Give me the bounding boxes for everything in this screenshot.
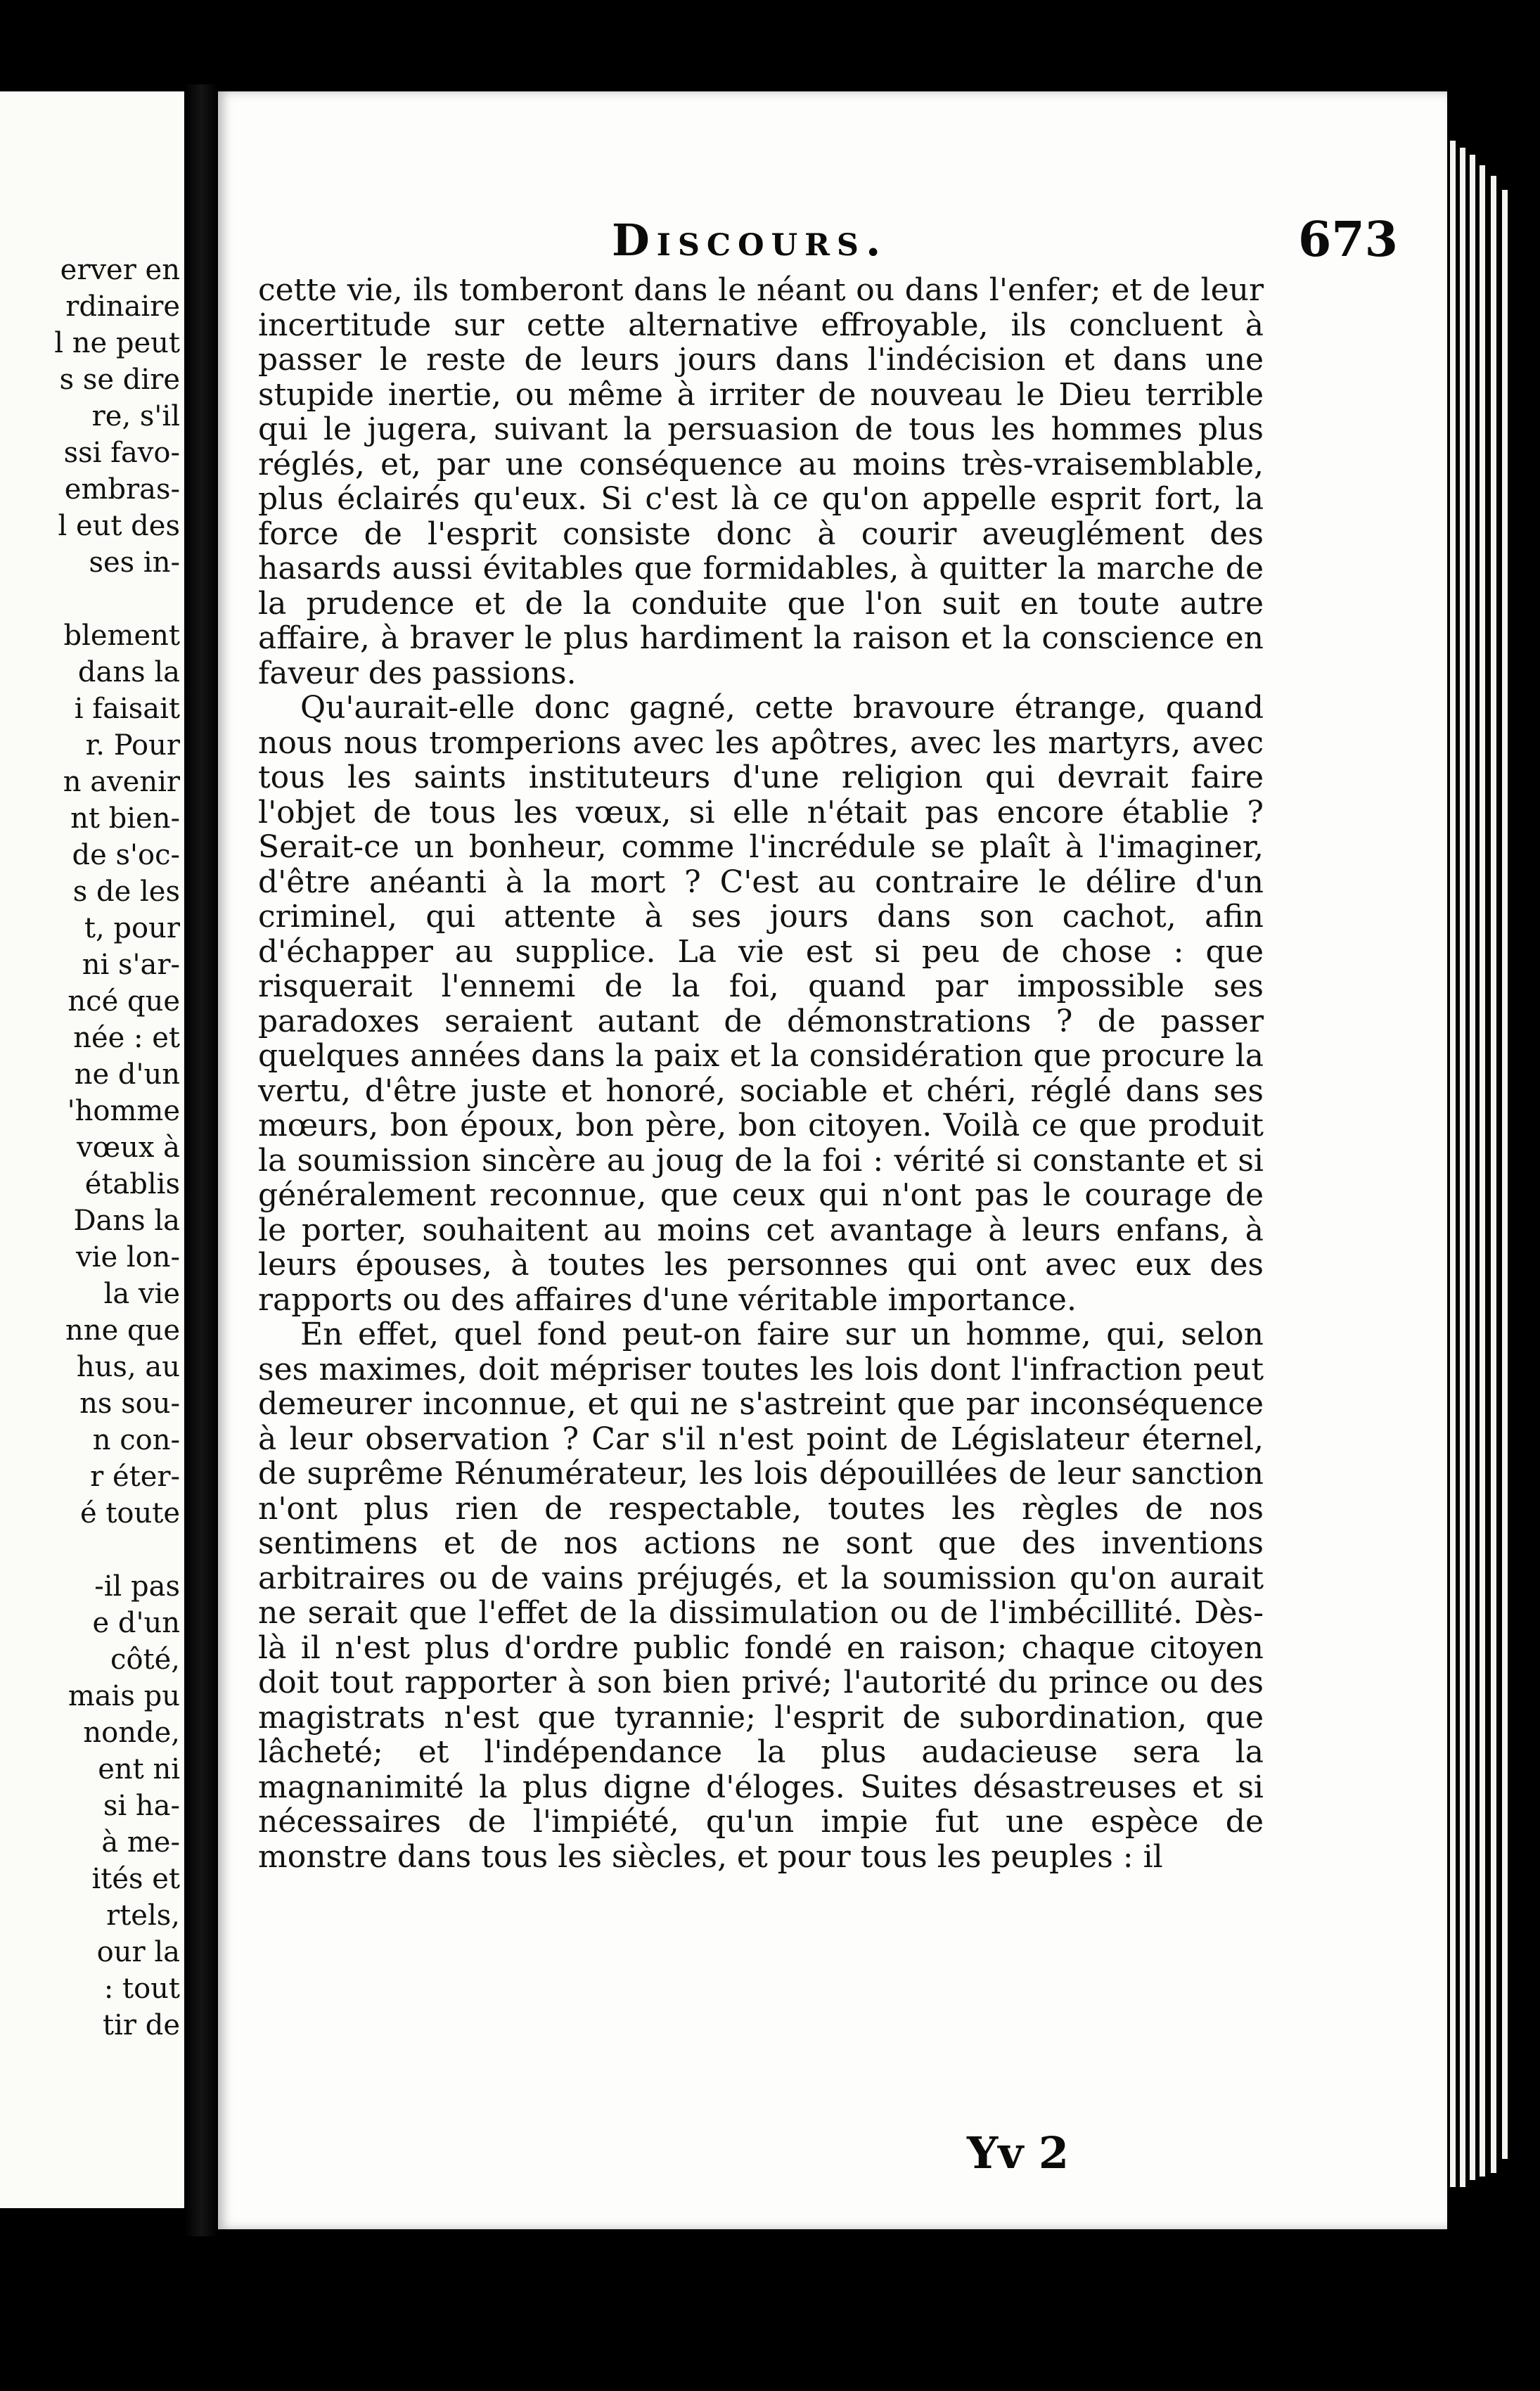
page-edge: [1502, 190, 1508, 2159]
page-edge: [1450, 141, 1456, 2187]
previous-page-line: ni s'ar-: [82, 949, 180, 981]
previous-page-line: nt bien-: [70, 802, 180, 835]
running-title: Discours.: [612, 214, 888, 266]
previous-page-line: r. Pour: [85, 729, 180, 762]
signature-mark: Yv 2: [967, 2127, 1070, 2179]
previous-page-line: s se dire: [59, 364, 180, 396]
previous-page-line: vie lon-: [76, 1241, 180, 1274]
previous-page-line: r éter-: [90, 1461, 180, 1493]
previous-page-line: ses in-: [89, 546, 180, 579]
previous-page-line: à me-: [101, 1826, 180, 1859]
previous-page-line: é toute: [79, 1497, 180, 1530]
previous-page-line: nonde,: [83, 1717, 180, 1749]
page-edge: [1491, 176, 1496, 2173]
page-edge: [1470, 155, 1475, 2180]
previous-page-line: t, pour: [84, 912, 180, 944]
previous-page-line: e d'un: [92, 1607, 180, 1639]
previous-page-line: embras-: [64, 473, 180, 506]
previous-page-line: ités et: [91, 1863, 180, 1895]
previous-page-line: i faisait: [74, 693, 180, 725]
page-edge: [1480, 165, 1485, 2177]
previous-page-line: n con-: [92, 1424, 180, 1456]
previous-page-line: -il pas: [94, 1570, 180, 1603]
previous-page-line: la vie: [103, 1278, 180, 1310]
previous-page-line: mais pu: [68, 1680, 180, 1712]
previous-page-line: : tout: [103, 1973, 180, 2005]
previous-page-line: l eut des: [58, 510, 180, 542]
previous-page-fragment: [0, 91, 184, 2208]
previous-page-line: re, s'il: [91, 400, 180, 432]
book-page: [218, 91, 1447, 2229]
body-text: [258, 273, 1264, 1874]
previous-page-line: rtels,: [106, 1899, 180, 1932]
previous-page-line: Dans la: [73, 1205, 180, 1237]
page-edge: [1460, 148, 1465, 2187]
previous-page-line: s de les: [72, 876, 180, 908]
book-gutter: [184, 84, 218, 2236]
previous-page-line: vœux à: [76, 1132, 180, 1164]
page-number: 673: [1298, 212, 1398, 268]
previous-page-line: si ha-: [103, 1790, 180, 1822]
previous-page-line: erver en: [60, 254, 180, 286]
previous-page-line: our la: [96, 1936, 180, 1968]
previous-page-line: de s'oc-: [72, 839, 180, 871]
previous-page-line: tir de: [103, 2009, 180, 2041]
previous-page-line: l ne peut: [54, 327, 180, 359]
previous-page-line: nne que: [65, 1314, 180, 1347]
paragraph-2: Qu'aurait-elle donc gagné, cette bravoure étrange, quand nous nous tromperions avec les apôtres, avec les martyrs, avec tous les saints instituteurs d'une religion qui devrait faire l'objet de tous les vœux, si elle n'était pas encore établie ? Serait-ce un bonheur, comme l'incrédule se plaît à l'imaginer, d'être anéanti à la mort ? C'est au contraire le délire d'un criminel, qui attente à ses jours dans son cachot, afin d'échapper au supplice. La vie est si peu de chose : que risquerait l'ennemi de la foi, quand par impossible ses paradoxes seraient autant de démonstrations ? de passer quelques années dans la paix et la considération que procure la vertu, d'être juste et honoré, sociable et chéri, réglé dans ses mœurs, bon époux, bon père, bon citoyen. Voilà ce que produit la soumission sincère au joug de la foi : vérité si constante et si généralement reconnue, que ceux qui n'ont pas le courage de le porter, souhaitent au moins cet avantage à leurs enfans, à leurs épouses, à toutes les personnes qui ont avec eux des rapports ou des affaires d'une véritable importance.: [258, 690, 1264, 1318]
previous-page-line: ns sou-: [79, 1387, 180, 1420]
previous-page-line: n avenir: [63, 766, 180, 798]
paragraph-1: cette vie, ils tomberont dans le néant ou dans l'enfer; et de leur incertitude sur cette alternative effroyable, ils concluent à passer le reste de leurs jours dans l'indécision et dans une stupide inertie, ou même à irriter de nouveau le Dieu terrible qui le jugera, suivant la persuasion de tous les hommes plus réglés, et, par une conséquence au moins très-vraisemblable, plus éclairés qu'eux. Si c'est là ce qu'on appelle esprit fort, la force de l'esprit consiste donc à courir aveuglément des hasards aussi évitables que formidables, à quitter la marche de la prudence et de la conduite que l'on suit en toute autre affaire, à braver le plus hardiment la raison et la conscience en faveur des passions.: [258, 272, 1264, 691]
previous-page-line: blement: [63, 620, 180, 652]
previous-page-line: établis: [84, 1168, 180, 1200]
previous-page-line: dans la: [77, 656, 180, 688]
previous-page-line: née : et: [73, 1022, 180, 1054]
previous-page-line: ncé que: [68, 985, 180, 1018]
previous-page-line: rdinaire: [65, 290, 180, 323]
previous-page-line: ssi favo-: [63, 437, 180, 469]
paragraph-3: En effet, quel fond peut-on faire sur un homme, qui, selon ses maximes, doit mépriser toutes les lois dont l'infraction peut demeurer inconnue, et qui ne s'astreint que par inconséquence à leur observation ? Car s'il n'est point de Législateur éternel, de suprême Rénumérateur, les lois dépouillées de leur sanction n'ont plus rien de respectable, toutes les règles de nos sentimens et de nos actions ne sont que des inventions arbitraires ou de vains préjugés, et la soumission qu'on aurait ne serait que l'effet de la dissimulation ou de l'imbécillité. Dès-là il n'est plus d'ordre public fondé en raison; chaque citoyen doit tout rapporter à son bien privé; l'autorité du prince ou des magistrats n'est que tyrannie; l'esprit de subordination, que lâcheté; et l'indépendance la plus audacieuse sera la magnanimité la plus digne d'éloges. Suites désastreuses et si nécessaires de l'impiété, qu'un impie fut une espèce de monstre dans tous les siècles, et pour tous les peuples : il: [258, 1316, 1264, 1875]
previous-page-line: 'homme: [67, 1095, 180, 1127]
previous-page-line: ne d'un: [74, 1058, 180, 1091]
previous-page-line: ent ni: [98, 1753, 180, 1786]
page-header: [218, 214, 1447, 278]
previous-page-line: hus, au: [76, 1351, 180, 1383]
previous-page-line: côté,: [110, 1643, 180, 1676]
